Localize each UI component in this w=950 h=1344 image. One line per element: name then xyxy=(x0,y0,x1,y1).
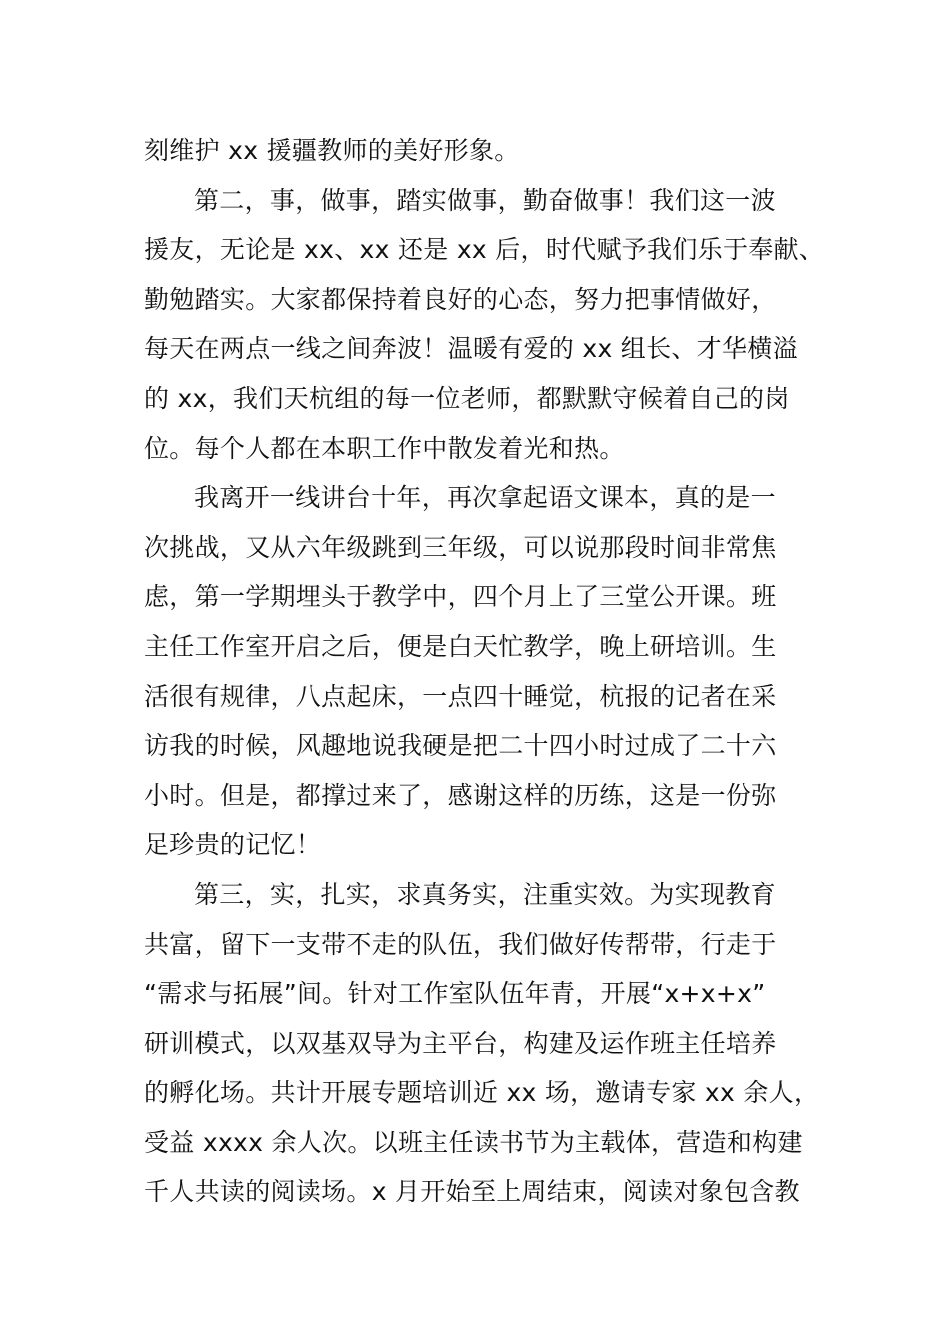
text-line-17: 共富，留下一支带不走的队伍，我们做好传帮带，行走于 xyxy=(144,929,777,959)
document-body xyxy=(144,126,825,1217)
text-line-13: 访我的时候，风趣地说我硬是把二十四小时过成了二十六 xyxy=(144,731,777,761)
text-line-11: 主任工作室开启之后，便是白天忙教学，晚上研培训。生 xyxy=(144,631,777,661)
text-line-9: 次挑战，又从六年级跳到三年级，可以说那段时间非常焦 xyxy=(144,532,777,562)
paragraph-start-3: 我离开一线讲台十年，再次拿起语文课本，真的是一 xyxy=(194,483,776,513)
text-line-18: “需求与拓展”间。针对工作室队伍年青，开展“x+x+x” xyxy=(144,979,766,1009)
text-line-4: 勤勉踏实。大家都保持着良好的心态，努力把事情做好， xyxy=(144,284,777,314)
text-line-12: 活很有规律，八点起床，一点四十睡觉，杭报的记者在采 xyxy=(144,681,777,711)
text-line-15: 足珍贵的记忆！ xyxy=(144,830,322,860)
text-line-3: 援友，无论是 xx、xx 还是 xx 后，时代赋予我们乐于奉献、 xyxy=(144,235,825,265)
text-line-10: 虑，第一学期埋头于教学中，四个月上了三堂公开课。班 xyxy=(144,582,777,612)
text-line-7: 位。每个人都在本职工作中散发着光和热。 xyxy=(144,433,625,463)
text-line-1: 刻维护 xx 援疆教师的美好形象。 xyxy=(144,136,520,165)
text-line-21: 受益 xxxx 余人次。以班主任读书节为主载体，营造和构建 xyxy=(144,1127,803,1157)
text-line-14: 小时。但是，都撑过来了，感谢这样的历练，这是一份弥 xyxy=(144,780,777,810)
text-line-20: 的孵化场。共计开展专题培训近 xx 场，邀请专家 xx 余人， xyxy=(144,1078,820,1108)
paragraph-start-4: 第三，实，扎实，求真务实，注重实效。为实现教育 xyxy=(194,879,776,909)
paragraph-start-2: 第二，事，做事，踏实做事，勤奋做事！我们这一波 xyxy=(194,185,776,215)
text-line-5: 每天在两点一线之间奔波！温暖有爱的 xx 组长、才华横溢 xyxy=(144,334,798,364)
text-line-19: 研训模式，以双基双导为主平台，构建及运作班主任培养 xyxy=(144,1028,777,1058)
text-line-22: 千人共读的阅读场。x 月开始至上周结束，阅读对象包含教 xyxy=(144,1177,800,1207)
text-line-6: 的 xx，我们天杭组的每一位老师，都默默守候着自己的岗 xyxy=(144,383,790,413)
